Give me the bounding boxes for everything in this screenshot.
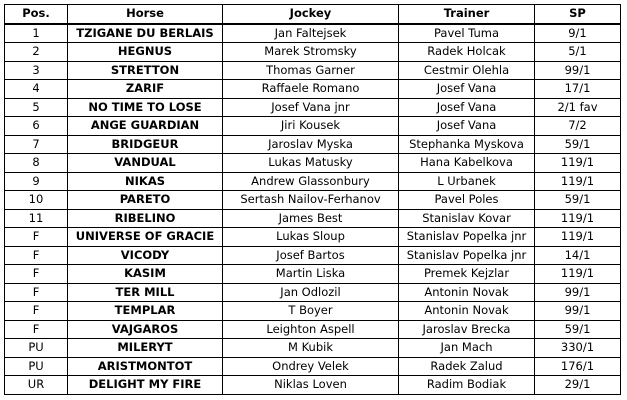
cell-horse: PARETO (68, 191, 223, 210)
cell-horse: ANGE GUARDIAN (68, 117, 223, 136)
results-table (4, 4, 621, 395)
cell-sp: 17/1 (535, 80, 621, 99)
cell-horse: STRETTON (68, 61, 223, 80)
cell-pos: F (5, 302, 68, 321)
cell-pos: F (5, 265, 68, 284)
cell-sp: 99/1 (535, 302, 621, 321)
cell-sp: 176/1 (535, 357, 621, 376)
table-row (5, 339, 621, 358)
cell-jockey: Josef Bartos (223, 246, 399, 265)
cell-trainer: Pavel Poles (399, 191, 535, 210)
cell-pos: 7 (5, 135, 68, 154)
cell-sp: 59/1 (535, 320, 621, 339)
cell-sp: 119/1 (535, 172, 621, 191)
cell-horse: VANDUAL (68, 154, 223, 173)
cell-trainer: Cestmir Olehla (399, 61, 535, 80)
cell-sp: 99/1 (535, 61, 621, 80)
header-pos: Pos. (5, 5, 68, 24)
cell-sp: 119/1 (535, 265, 621, 284)
cell-sp: 119/1 (535, 228, 621, 247)
cell-sp: 29/1 (535, 376, 621, 395)
cell-pos: 11 (5, 209, 68, 228)
table-row (5, 154, 621, 173)
cell-pos: PU (5, 357, 68, 376)
table-row (5, 320, 621, 339)
table-row (5, 265, 621, 284)
cell-pos: PU (5, 339, 68, 358)
header-jockey: Jockey (223, 5, 399, 24)
cell-trainer: Hana Kabelkova (399, 154, 535, 173)
table-row (5, 357, 621, 376)
cell-horse: ZARIF (68, 80, 223, 99)
header-sp: SP (535, 5, 621, 24)
cell-trainer: Antonin Novak (399, 283, 535, 302)
cell-jockey: Ondrey Velek (223, 357, 399, 376)
cell-jockey: Martin Liska (223, 265, 399, 284)
cell-jockey: Jiri Kousek (223, 117, 399, 136)
table-row (5, 43, 621, 62)
cell-horse: VAJGAROS (68, 320, 223, 339)
cell-horse: HEGNUS (68, 43, 223, 62)
cell-trainer: Josef Vana (399, 117, 535, 136)
cell-sp: 14/1 (535, 246, 621, 265)
cell-sp: 9/1 (535, 24, 621, 43)
cell-trainer: Premek Kejzlar (399, 265, 535, 284)
table-row (5, 172, 621, 191)
cell-sp: 59/1 (535, 191, 621, 210)
cell-horse: NIKAS (68, 172, 223, 191)
cell-pos: F (5, 246, 68, 265)
cell-trainer: Stephanka Myskova (399, 135, 535, 154)
table-row (5, 209, 621, 228)
cell-pos: F (5, 283, 68, 302)
cell-jockey: Jan Odlozil (223, 283, 399, 302)
cell-horse: KASIM (68, 265, 223, 284)
results-body (5, 24, 621, 395)
cell-pos: 4 (5, 80, 68, 99)
cell-pos: 8 (5, 154, 68, 173)
cell-trainer: Pavel Tuma (399, 24, 535, 43)
cell-sp: 2/1 fav (535, 98, 621, 117)
cell-trainer: Stanislav Popelka jnr (399, 246, 535, 265)
cell-sp: 99/1 (535, 283, 621, 302)
cell-trainer: Jan Mach (399, 339, 535, 358)
cell-trainer: Radim Bodiak (399, 376, 535, 395)
table-row (5, 228, 621, 247)
table-row (5, 283, 621, 302)
cell-pos: 5 (5, 98, 68, 117)
cell-trainer: Josef Vana (399, 98, 535, 117)
cell-horse: TER MILL (68, 283, 223, 302)
cell-trainer: Josef Vana (399, 80, 535, 99)
header-row (5, 5, 621, 24)
cell-pos: F (5, 228, 68, 247)
cell-pos: 10 (5, 191, 68, 210)
cell-trainer: Antonin Novak (399, 302, 535, 321)
table-row (5, 376, 621, 395)
table-row (5, 191, 621, 210)
table-row (5, 135, 621, 154)
cell-jockey: Thomas Garner (223, 61, 399, 80)
results-table-container (4, 4, 621, 395)
cell-sp: 59/1 (535, 135, 621, 154)
cell-sp: 119/1 (535, 209, 621, 228)
cell-jockey: Marek Stromsky (223, 43, 399, 62)
cell-sp: 5/1 (535, 43, 621, 62)
cell-trainer: Stanislav Kovar (399, 209, 535, 228)
cell-trainer: L Urbanek (399, 172, 535, 191)
cell-trainer: Jaroslav Brecka (399, 320, 535, 339)
cell-jockey: M Kubik (223, 339, 399, 358)
cell-horse: RIBELINO (68, 209, 223, 228)
cell-sp: 330/1 (535, 339, 621, 358)
table-row (5, 80, 621, 99)
cell-horse: UNIVERSE OF GRACIE (68, 228, 223, 247)
cell-horse: MILERYT (68, 339, 223, 358)
cell-pos: 6 (5, 117, 68, 136)
cell-jockey: Leighton Aspell (223, 320, 399, 339)
cell-trainer: Stanislav Popelka jnr (399, 228, 535, 247)
cell-pos: 9 (5, 172, 68, 191)
table-row (5, 117, 621, 136)
table-row (5, 98, 621, 117)
header-trainer: Trainer (399, 5, 535, 24)
cell-horse: BRIDGEUR (68, 135, 223, 154)
cell-jockey: James Best (223, 209, 399, 228)
cell-jockey: Jaroslav Myska (223, 135, 399, 154)
cell-jockey: Sertash Nailov-Ferhanov (223, 191, 399, 210)
cell-horse: TEMPLAR (68, 302, 223, 321)
cell-pos: UR (5, 376, 68, 395)
cell-horse: TZIGANE DU BERLAIS (68, 24, 223, 43)
cell-trainer: Radek Zalud (399, 357, 535, 376)
cell-jockey: Andrew Glassonbury (223, 172, 399, 191)
cell-jockey: Raffaele Romano (223, 80, 399, 99)
cell-jockey: Lukas Sloup (223, 228, 399, 247)
cell-sp: 7/2 (535, 117, 621, 136)
cell-pos: 2 (5, 43, 68, 62)
cell-pos: F (5, 320, 68, 339)
cell-horse: DELIGHT MY FIRE (68, 376, 223, 395)
cell-horse: NO TIME TO LOSE (68, 98, 223, 117)
cell-jockey: Niklas Loven (223, 376, 399, 395)
cell-pos: 1 (5, 24, 68, 43)
cell-jockey: Jan Faltejsek (223, 24, 399, 43)
cell-jockey: Josef Vana jnr (223, 98, 399, 117)
table-row (5, 302, 621, 321)
table-row (5, 24, 621, 43)
table-row (5, 246, 621, 265)
cell-sp: 119/1 (535, 154, 621, 173)
cell-horse: VICODY (68, 246, 223, 265)
table-row (5, 61, 621, 80)
cell-trainer: Radek Holcak (399, 43, 535, 62)
header-horse: Horse (68, 5, 223, 24)
cell-jockey: Lukas Matusky (223, 154, 399, 173)
cell-jockey: T Boyer (223, 302, 399, 321)
cell-pos: 3 (5, 61, 68, 80)
cell-horse: ARISTMONTOT (68, 357, 223, 376)
